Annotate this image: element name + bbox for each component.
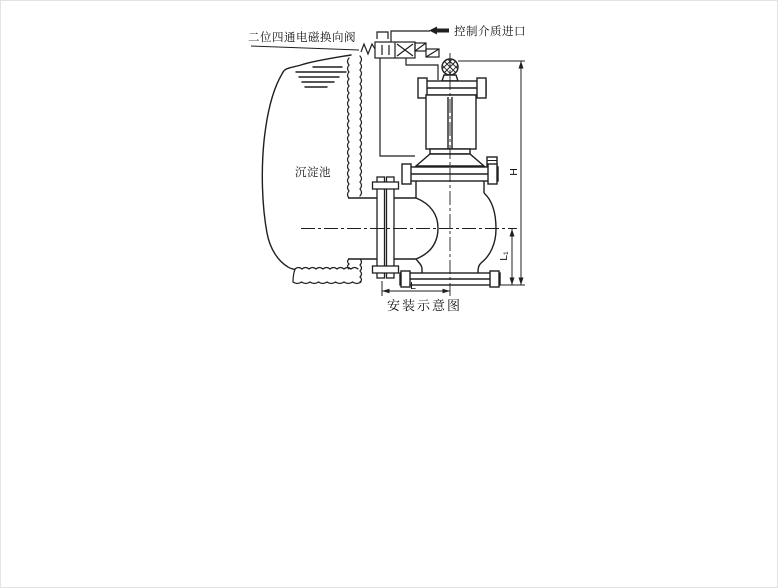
return-bracket bbox=[377, 32, 388, 39]
control-inlet-label: 控制介质进口 bbox=[454, 26, 526, 38]
water-level-lines bbox=[296, 67, 346, 87]
actuator-cylinder bbox=[426, 95, 476, 149]
dim-h-label: H bbox=[508, 168, 520, 176]
solenoid-valve-label: 二位四通电磁换向阀 bbox=[248, 32, 356, 44]
valve-body bbox=[416, 181, 496, 273]
tank-label: 沉淀池 bbox=[295, 167, 331, 179]
dim-l1-label: L₁ bbox=[498, 251, 510, 261]
diagram-canvas bbox=[1, 1, 778, 588]
pilot-line bbox=[391, 31, 430, 42]
flange-bolt-bottom bbox=[373, 266, 399, 273]
spring-icon bbox=[361, 44, 375, 54]
diagram-caption: 安装示意图 bbox=[387, 298, 463, 313]
pipe-flange-pair bbox=[373, 177, 399, 278]
flange-bolt-top bbox=[373, 182, 399, 189]
solenoid-valve-symbol bbox=[361, 42, 439, 58]
control-inlet-arrow bbox=[429, 27, 449, 35]
dim-l-label: L bbox=[410, 280, 416, 292]
solenoid-coil-icon bbox=[415, 43, 439, 57]
control-line-bottom-port bbox=[380, 58, 415, 156]
control-line-top-port bbox=[406, 58, 438, 80]
solenoid-label-leader bbox=[251, 46, 359, 50]
